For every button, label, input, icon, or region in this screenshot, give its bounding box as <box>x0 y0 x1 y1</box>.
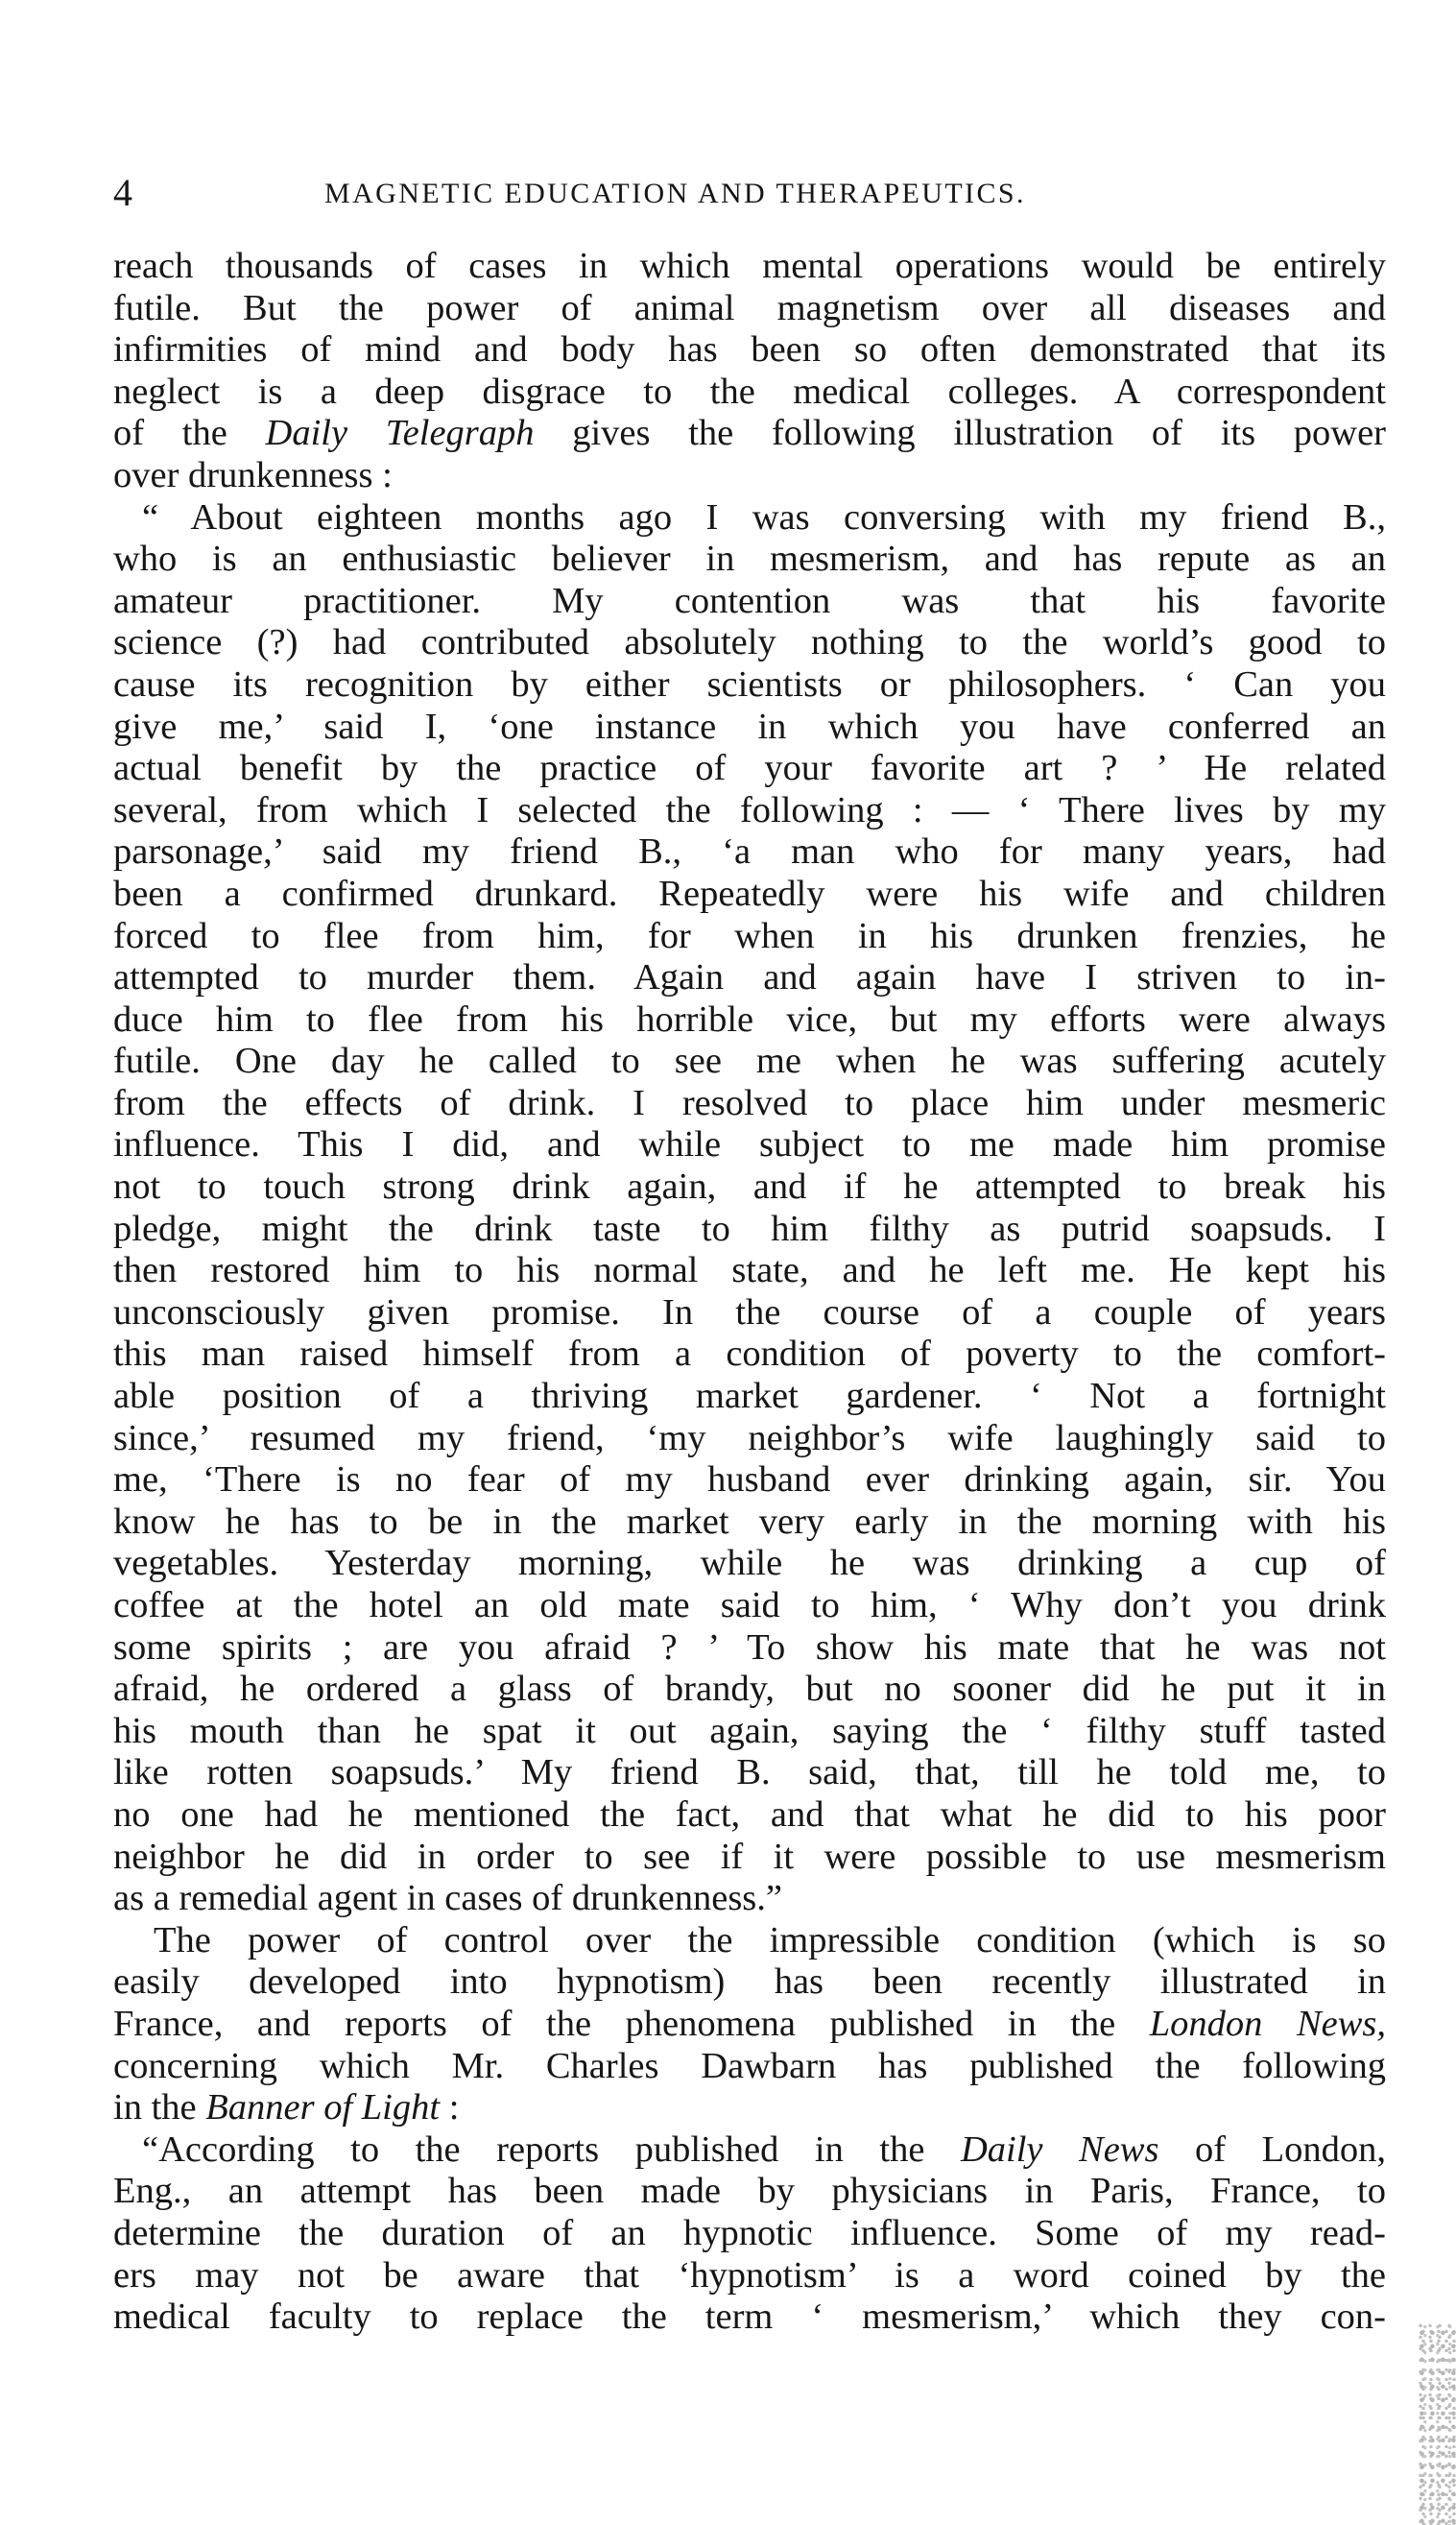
text-segment: “According to the reports published in the <box>142 2128 961 2170</box>
text-line: unconsciously given promise. In the course of a couple of years <box>113 1291 1386 1333</box>
text-line: reach thousands of cases in which mental operations would be entirely <box>113 246 1386 286</box>
text-line: vegetables. Yesterday morning, while he was drinking a cup of <box>113 1543 1386 1584</box>
text-line: futile. One day he called to see me when he was suffering acutely <box>113 1041 1386 1082</box>
text-line: some spirits ; are you afraid ? ’ To show his mate that he was not <box>113 1626 1386 1668</box>
text-line: know he has to be in the market very early in the morning with his <box>113 1501 1386 1542</box>
text-segment: France, and reports of the phenomena published in the <box>113 2003 1150 2044</box>
text-line: pledge, might the drink taste to him filthy as putrid soapsuds. I <box>113 1208 1386 1249</box>
text-line: who is an enthusiastic believer in mesmerism, and has repute as an <box>113 539 1386 580</box>
text-line <box>113 2087 1386 2129</box>
paragraph-1 <box>113 246 1386 497</box>
text-line: his mouth than he spat it out again, saying the ‘ filthy stuff tasted <box>113 1710 1386 1751</box>
text-segment: gives the following illustration of its power <box>534 413 1386 454</box>
text-line: attempted to murder them. Again and again have I striven to in- <box>113 957 1386 998</box>
text-line: several, from which I selected the following : — ‘ There lives by my <box>113 789 1386 830</box>
text-line: forced to flee from him, for when in his drunken frenzies, he <box>113 915 1386 956</box>
text-line: determine the duration of an hypnotic influence. Some of my read- <box>113 2212 1386 2253</box>
text-line: as a remedial agent in cases of drunkenness.” <box>113 1878 783 1919</box>
text-line: ers may not be aware that ‘hypnotism’ is a word coined by the <box>113 2254 1386 2296</box>
text-line: influence. This I did, and while subject to me made him promise <box>113 1124 1386 1166</box>
text-line: medical faculty to replace the term ‘ mesmerism,’ which they con- <box>113 2297 1386 2338</box>
text-line: parsonage,’ said my friend B., ‘a man who for many years, had <box>113 831 1386 873</box>
italic-title: London News, <box>1149 2003 1386 2044</box>
italic-title: Banner of Light <box>205 2087 441 2128</box>
text-line <box>113 2129 1386 2172</box>
text-line: neglect is a deep disgrace to the medical colleges. A correspondent <box>113 371 1386 412</box>
text-line: me, ‘There is no fear of my husband ever drinking again, sir. You <box>113 1459 1386 1501</box>
text-line: infirmities of mind and body has been so often demonstrated that its <box>113 329 1386 371</box>
text-line: this man raised himself from a condition of poverty to the comfort- <box>113 1334 1386 1375</box>
text-line: futile. But the power of animal magnetism over all diseases and <box>113 287 1386 328</box>
text-line: cause its recognition by either scientists or philosophers. ‘ Can you <box>113 663 1386 705</box>
text-segment: of the <box>113 413 266 454</box>
page-edge-speckle <box>1418 2323 1456 2525</box>
paragraph-2-quote <box>113 497 1386 1920</box>
text-line: from the effects of drink. I resolved to place him under mesmeric <box>113 1082 1386 1123</box>
text-segment: in the <box>113 2087 206 2128</box>
text-line: actual benefit by the practice of your favorite art ? ’ He related <box>113 748 1386 789</box>
text-line: easily developed into hypnotism) has been recently illustrated in <box>113 1961 1386 2003</box>
text-line: science (?) had contributed absolutely nothing to the world’s good to <box>113 622 1386 663</box>
italic-title: Daily News <box>960 2128 1159 2170</box>
text-line: afraid, he ordered a glass of brandy, but no sooner did he put it in <box>113 1669 1386 1710</box>
italic-title: Daily Telegraph <box>265 413 535 454</box>
text-line: neighbor he did in order to see if it were possible to use mesmerism <box>113 1836 1386 1877</box>
text-line: concerning which Mr. Charles Dawbarn has published the following <box>113 2045 1386 2086</box>
text-line: Eng., an attempt has been made by physicians in Paris, France, to <box>113 2171 1386 2212</box>
text-line: not to touch strong drink again, and if he attempted to break his <box>113 1166 1386 1208</box>
text-line: been a confirmed drunkard. Repeatedly were his wife and children <box>113 873 1386 914</box>
text-line: duce him to flee from his horrible vice, but my efforts were always <box>113 998 1386 1040</box>
text-line: The power of control over the impressible condition (which is so <box>154 1919 1386 1960</box>
text-line: “ About eighteen months ago I was conversing with my friend B., <box>142 496 1386 538</box>
text-line <box>113 413 1386 455</box>
text-line: able position of a thriving market gardener. ‘ Not a fortnight <box>113 1376 1386 1417</box>
paragraph-3 <box>113 1920 1386 2129</box>
text-line: since,’ resumed my friend, ‘my neighbor’s wife laughingly said to <box>113 1417 1386 1458</box>
text-line: coffee at the hotel an old mate said to him, ‘ Why don’t you drink <box>113 1585 1386 1625</box>
body-text <box>113 246 1386 2339</box>
paragraph-4-quote <box>113 2129 1386 2339</box>
text-line <box>113 2004 1386 2046</box>
running-title: MAGNETIC EDUCATION AND THERAPEUTICS. <box>324 178 1026 209</box>
text-line: amateur practitioner. My contention was that his favorite <box>113 580 1386 621</box>
text-segment: of London, <box>1158 2128 1387 2170</box>
text-line: give me,’ said I, ‘one instance in which you have conferred an <box>113 706 1386 747</box>
text-line: like rotten soapsuds.’ My friend B. said, that, till he told me, to <box>113 1752 1386 1793</box>
text-line: then restored him to his normal state, and he left me. He kept his <box>113 1250 1386 1291</box>
page-header <box>113 169 1392 217</box>
page-number: 4 <box>113 171 132 214</box>
text-segment: : <box>440 2087 460 2128</box>
text-line: no one had he mentioned the fact, and that what he did to his poor <box>113 1793 1386 1835</box>
text-line: over drunkenness : <box>113 454 393 495</box>
